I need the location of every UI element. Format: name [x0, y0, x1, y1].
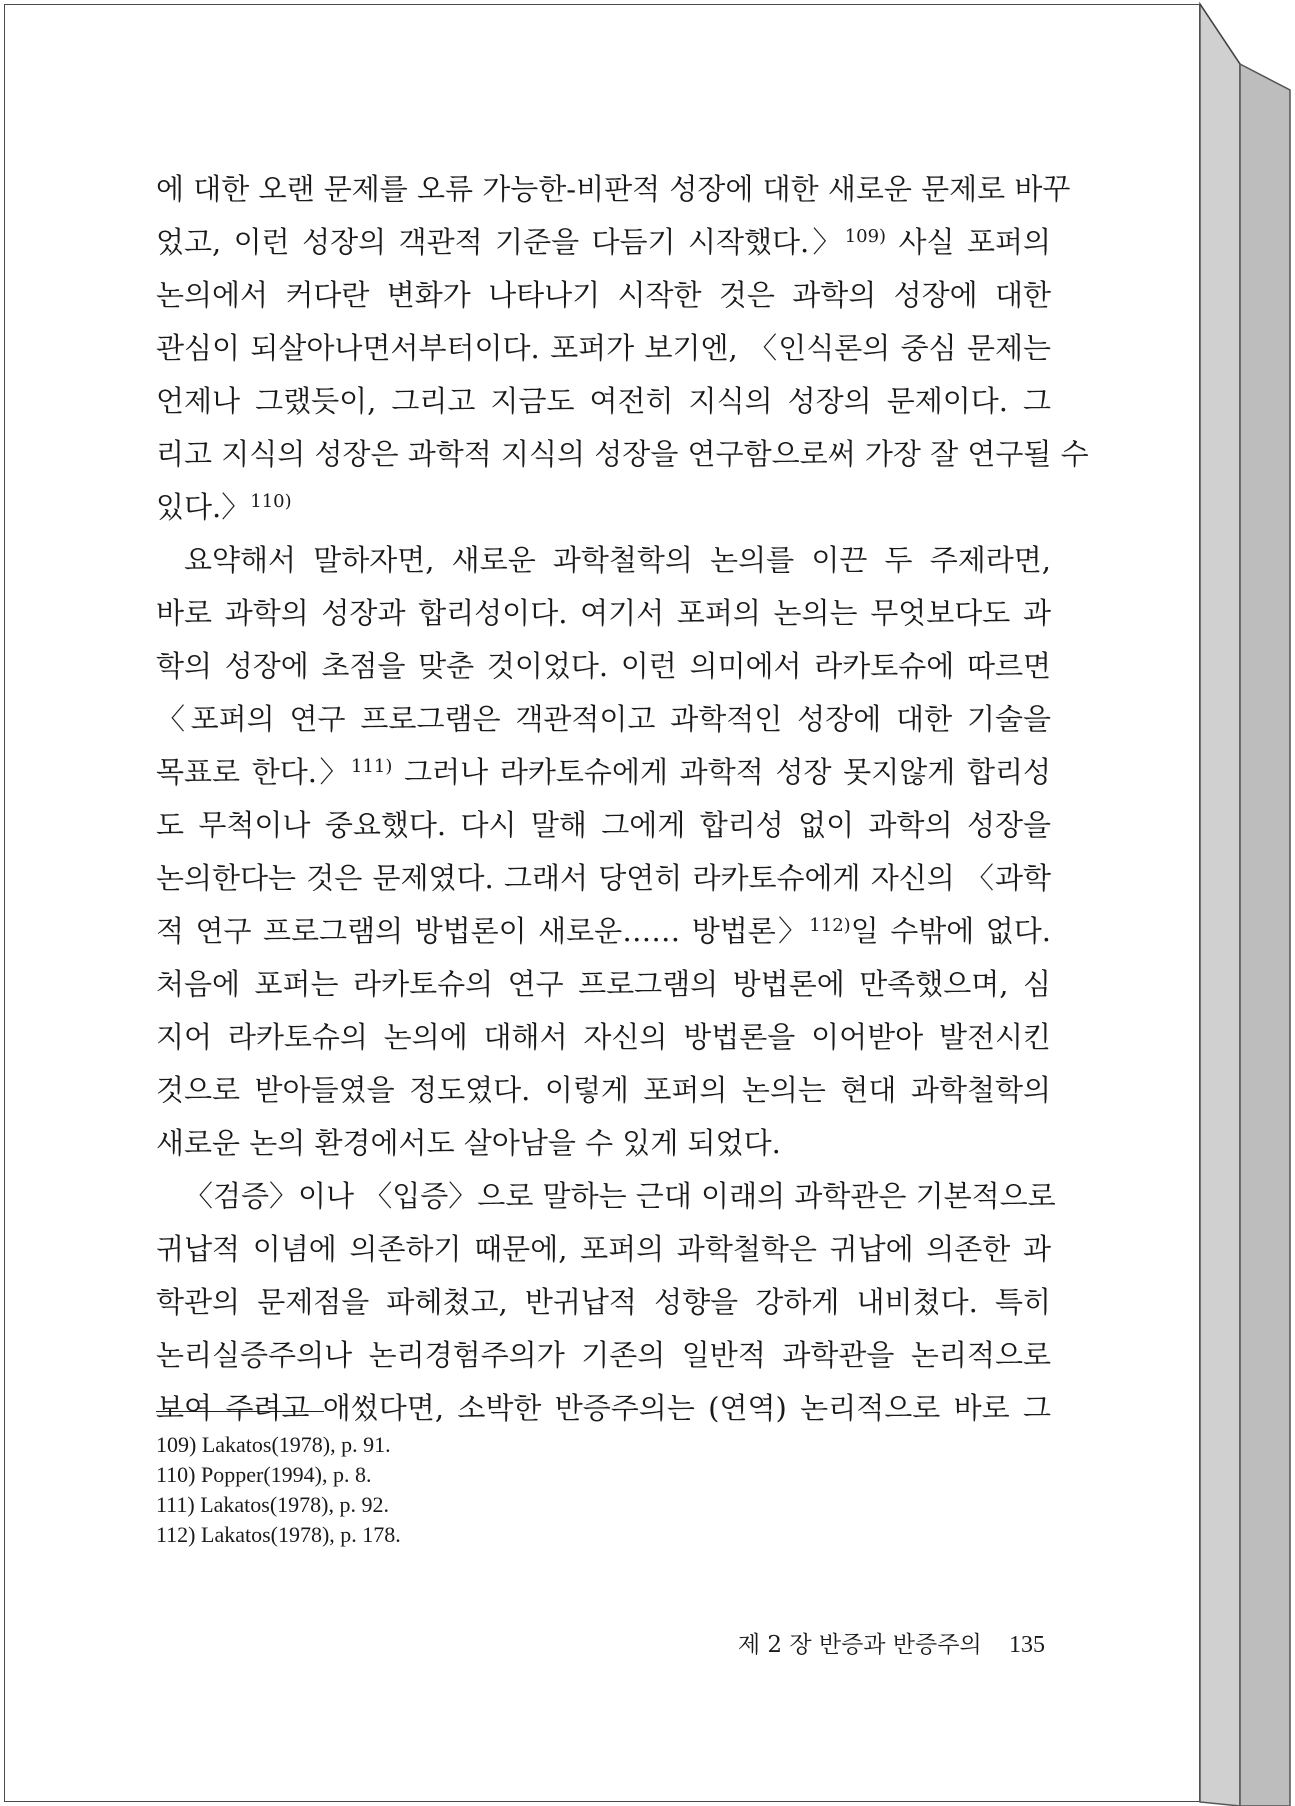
page-number: 135: [1009, 1632, 1045, 1658]
text-line: 논의한다는 것은 문제였다. 그래서 당연히 라카토슈에게 자신의 〈과학: [156, 861, 1051, 895]
text-line: 논의에서 커다란 변화가 나타나기 시작한 것은 과학의 성장에 대한: [156, 278, 1051, 312]
text-line: 관심이 되살아나면서부터이다. 포퍼가 보기엔, 〈인식론의 중심 문제는: [156, 331, 1051, 365]
text-line: 논리실증주의나 논리경험주의가 기존의 일반적 과학관을 논리적으로: [156, 1338, 1051, 1372]
text-line: 학관의 문제점을 파헤쳤고, 반귀납적 성향을 강하게 내비쳤다. 특히: [156, 1285, 1051, 1319]
text-line: 리고 지식의 성장은 과학적 지식의 성장을 연구함으로써 가장 잘 연구될 수: [156, 437, 1089, 471]
footnote-item: 110) Popper(1994), p. 8.: [156, 1462, 372, 1487]
text-line: 목표로 한다.〉$^{111)}$ 그러나 라카토슈에게 과학적 성장 못지않게 합리성: [156, 755, 1052, 789]
paragraph-first-line: 요약해서 말하자면, 새로운 과학철학의 논의를 이끈 두 주제라면,: [184, 543, 1051, 577]
text-line: 보여 주려고 애썼다면, 소박한 반증주의는 (연역) 논리적으로 바로 그: [156, 1391, 1051, 1425]
body-text: [156, 163, 1089, 1435]
text-line: 바로 과학의 성장과 합리성이다. 여기서 포퍼의 논의는 무엇보다도 과: [156, 596, 1051, 630]
text-line: 것으로 받아들였을 정도였다. 이렇게 포퍼의 논의는 현대 과학철학의: [156, 1073, 1051, 1107]
text-line: 처음에 포퍼는 라카토슈의 연구 프로그램의 방법론에 만족했으며, 심: [156, 967, 1051, 1001]
text-line: 있다.〉$^{110)}$: [156, 490, 292, 524]
text-line: 에 대한 오랜 문제를 오류 가능한-비판적 성장에 대한 새로운 문제로 바꾸: [156, 172, 1071, 206]
text-line: 〈포퍼의 연구 프로그램은 객관적이고 과학적인 성장에 대한 기술을: [156, 702, 1051, 736]
footnote-item: 112) Lakatos(1978), p. 178.: [156, 1522, 401, 1547]
footnote-ref: 111): [351, 756, 393, 777]
text-line: 학의 성장에 초점을 맞춘 것이었다. 이런 의미에서 라카토슈에 따르면: [156, 649, 1051, 683]
text-line: 귀납적 이념에 의존하기 때문에, 포퍼의 과학철학은 귀납에 의존한 과: [156, 1232, 1051, 1266]
footnote-divider: [156, 1411, 324, 1412]
text-line: 도 무척이나 중요했다. 다시 말해 그에게 합리성 없이 과학의 성장을: [156, 808, 1051, 842]
footnote-item: 109) Lakatos(1978), p. 91.: [156, 1432, 391, 1457]
text-line: 새로운 논의 환경에서도 살아남을 수 있게 되었다.: [156, 1126, 781, 1160]
footnote-ref: 112): [809, 915, 851, 936]
footnote-item: 111) Lakatos(1978), p. 92.: [156, 1492, 389, 1517]
text-line: 언제나 그랬듯이, 그리고 지금도 여전히 지식의 성장의 문제이다. 그: [156, 384, 1051, 418]
text-line: 적 연구 프로그램의 방법론이 새로운…… 방법론〉$^{112)}$일 수밖에 없다.: [156, 914, 1051, 948]
footnotes: [156, 1430, 756, 1550]
footnote-ref: 110): [250, 491, 292, 512]
footnote-ref: 109): [844, 226, 887, 247]
page-footer: [738, 1626, 1045, 1659]
text-line: 었고, 이런 성장의 객관적 기준을 다듬기 시작했다.〉$^{109)}$ 사실 포퍼의: [156, 225, 1051, 259]
text-line: 지어 라카토슈의 논의에 대해서 자신의 방법론을 이어받아 발전시킨: [156, 1020, 1051, 1054]
paragraph-first-line: 〈검증〉이나 〈입증〉으로 말하는 근대 이래의 과학관은 기본적으로: [184, 1179, 1056, 1213]
running-head: 제 2 장 반증과 반증주의: [737, 1632, 982, 1658]
